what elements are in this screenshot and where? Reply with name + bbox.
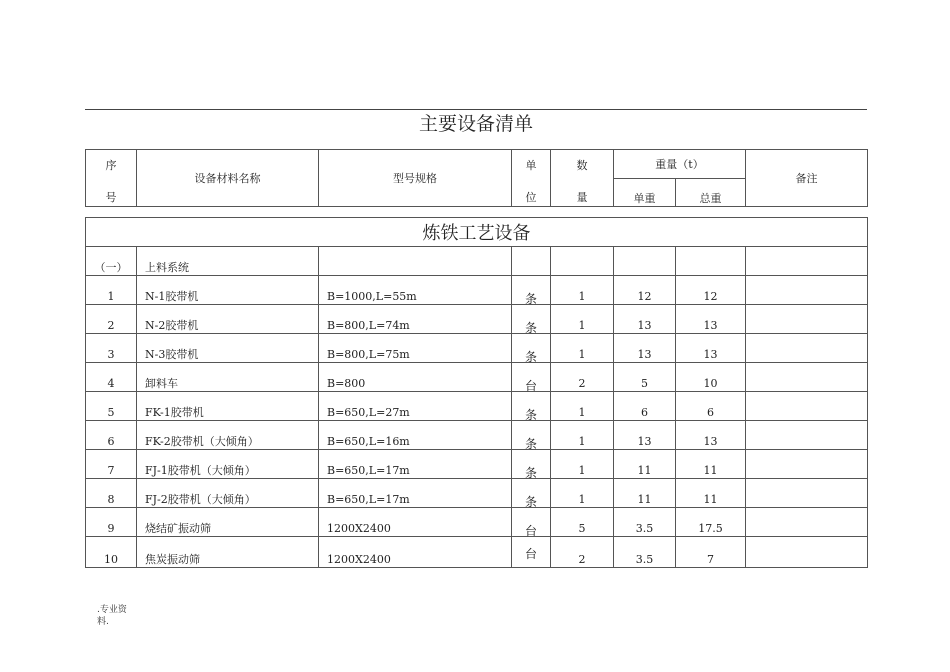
- row-unit: 条: [524, 495, 537, 509]
- row-total-weight: 13: [703, 319, 718, 332]
- row-unit-cell: [512, 334, 551, 363]
- row-unit-weight: 3.5: [635, 522, 654, 535]
- row-spec: B=1000,L=55m: [327, 290, 417, 303]
- row-unit-weight-cell: [614, 421, 676, 450]
- row-unit-cell: [512, 363, 551, 392]
- table-row: [86, 363, 868, 392]
- row-unit: 台: [524, 379, 537, 393]
- row-spec: B=650,L=16m: [327, 435, 410, 448]
- row-spec-cell: [319, 363, 512, 392]
- row-spec: B=800: [327, 377, 366, 390]
- row-unit: 条: [524, 350, 537, 364]
- row-total-weight-cell: [676, 392, 746, 421]
- row-qty: 1: [578, 493, 586, 506]
- row-name: 烧结矿振动筛: [145, 522, 211, 535]
- row-qty-cell: [551, 363, 614, 392]
- row-qty: 1: [578, 319, 586, 332]
- row-unit-weight-cell: [614, 537, 676, 568]
- group-no: [86, 247, 137, 276]
- row-name-cell: [137, 421, 319, 450]
- row-name: 卸料车: [145, 377, 178, 390]
- row-unit-weight: 13: [637, 319, 652, 332]
- row-spec-cell: [319, 537, 512, 568]
- row-qty-cell: [551, 479, 614, 508]
- row-qty: 1: [578, 348, 586, 361]
- row-no-cell: [86, 276, 137, 305]
- row-spec-cell: [319, 276, 512, 305]
- row-total-weight-cell: [676, 479, 746, 508]
- header-seq-bottom: 号: [105, 191, 117, 204]
- row-name-cell: [137, 392, 319, 421]
- row-spec-cell: [319, 508, 512, 537]
- row-qty-cell: [551, 421, 614, 450]
- row-total-weight-cell: [676, 276, 746, 305]
- row-remark-cell: [746, 508, 868, 537]
- header-qty-bottom: 量: [576, 191, 588, 204]
- table-row: [86, 479, 868, 508]
- row-unit-weight-cell: [614, 479, 676, 508]
- section-title: 炼铁工艺设备: [86, 218, 868, 247]
- row-spec: B=800,L=74m: [327, 319, 410, 332]
- row-unit-weight-cell: [614, 392, 676, 421]
- row-total-weight: 13: [703, 435, 718, 448]
- footer-line-1: .专业资: [97, 605, 127, 615]
- row-spec: B=650,L=27m: [327, 406, 410, 419]
- row-no: 2: [107, 319, 115, 332]
- row-spec: 1200X2400: [327, 553, 391, 566]
- row-unit-weight: 5: [641, 377, 648, 390]
- row-no-cell: [86, 537, 137, 568]
- row-name: FK-2胶带机（大倾角）: [145, 435, 259, 448]
- empty-cell: [614, 247, 676, 276]
- row-qty-cell: [551, 537, 614, 568]
- row-unit: 台: [524, 524, 537, 538]
- row-unit-cell: [512, 537, 551, 568]
- row-no: 7: [107, 464, 115, 477]
- row-name: FJ-2胶带机（大倾角）: [145, 493, 256, 506]
- row-remark-cell: [746, 334, 868, 363]
- table-row: [86, 537, 868, 568]
- row-total-weight: 10: [703, 377, 718, 390]
- row-remark-cell: [746, 537, 868, 568]
- empty-cell: [746, 247, 868, 276]
- header-spec: 型号规格: [319, 150, 512, 207]
- equipment-table: [85, 217, 868, 568]
- row-remark-cell: [746, 479, 868, 508]
- row-remark-cell: [746, 276, 868, 305]
- row-spec: B=650,L=17m: [327, 464, 410, 477]
- row-no-cell: [86, 450, 137, 479]
- header-weight: 重量（t）: [614, 150, 746, 179]
- row-qty: 2: [578, 553, 586, 566]
- row-unit-weight-cell: [614, 450, 676, 479]
- row-remark-cell: [746, 305, 868, 334]
- row-unit-cell: [512, 392, 551, 421]
- row-spec: B=800,L=75m: [327, 348, 410, 361]
- empty-cell: [319, 247, 512, 276]
- table-row: [86, 421, 868, 450]
- row-no: 6: [107, 435, 115, 448]
- header-unit-top: 单: [525, 159, 537, 172]
- row-unit-cell: [512, 276, 551, 305]
- group-name: [137, 247, 319, 276]
- header-total-weight: [676, 179, 746, 207]
- row-qty-cell: [551, 392, 614, 421]
- row-qty: 1: [578, 435, 586, 448]
- row-name-cell: [137, 334, 319, 363]
- row-no: 3: [107, 348, 115, 361]
- row-total-weight-cell: [676, 450, 746, 479]
- row-qty: 2: [578, 377, 586, 390]
- row-unit-weight: 12: [637, 290, 652, 303]
- table-row: [86, 392, 868, 421]
- row-total-weight-cell: [676, 537, 746, 568]
- row-name-cell: [137, 363, 319, 392]
- table-row: [86, 276, 868, 305]
- row-unit-weight: 11: [637, 493, 652, 506]
- table-row: [86, 305, 868, 334]
- row-unit-weight: 6: [641, 406, 648, 419]
- row-spec-cell: [319, 450, 512, 479]
- table-row: [86, 508, 868, 537]
- row-name: 焦炭振动筛: [145, 553, 200, 566]
- row-total-weight: 7: [707, 553, 714, 566]
- row-unit-weight: 3.5: [635, 553, 654, 566]
- row-name-cell: [137, 305, 319, 334]
- row-unit-weight-cell: [614, 363, 676, 392]
- empty-cell: [512, 247, 551, 276]
- row-spec-cell: [319, 392, 512, 421]
- row-remark-cell: [746, 421, 868, 450]
- table-row: [86, 450, 868, 479]
- document-title: 主要设备清单: [418, 113, 533, 135]
- row-unit-cell: [512, 305, 551, 334]
- row-unit-weight-cell: [614, 334, 676, 363]
- row-unit: 条: [524, 437, 537, 451]
- row-unit-weight: 13: [637, 348, 652, 361]
- row-total-weight: 17.5: [698, 522, 723, 535]
- row-qty-cell: [551, 276, 614, 305]
- row-name-cell: [137, 537, 319, 568]
- row-qty: 1: [578, 290, 586, 303]
- header-name: 设备材料名称: [137, 150, 319, 207]
- row-no: 5: [107, 406, 115, 419]
- row-unit-weight-cell: [614, 305, 676, 334]
- row-total-weight: 11: [703, 464, 718, 477]
- header-seq: [86, 150, 137, 207]
- row-name-cell: [137, 508, 319, 537]
- row-spec: B=650,L=17m: [327, 493, 410, 506]
- row-name-cell: [137, 450, 319, 479]
- row-no: 4: [107, 377, 115, 390]
- table-row: [86, 334, 868, 363]
- row-unit-cell: [512, 479, 551, 508]
- row-unit-weight: 13: [637, 435, 652, 448]
- row-unit-cell: [512, 421, 551, 450]
- row-spec-cell: [319, 479, 512, 508]
- empty-cell: [551, 247, 614, 276]
- row-no: 1: [107, 290, 115, 303]
- row-no: 8: [107, 493, 115, 506]
- row-total-weight: 13: [703, 348, 718, 361]
- row-no: 10: [104, 553, 118, 566]
- row-spec-cell: [319, 334, 512, 363]
- empty-cell: [676, 247, 746, 276]
- row-unit: 条: [524, 321, 537, 335]
- row-unit: 条: [524, 466, 537, 480]
- row-qty-cell: [551, 450, 614, 479]
- row-total-weight-cell: [676, 421, 746, 450]
- row-name: N-3胶带机: [145, 348, 199, 361]
- row-no-cell: [86, 305, 137, 334]
- header-unit: [512, 150, 551, 207]
- header-qty-top: 数: [576, 159, 588, 172]
- row-total-weight: 6: [707, 406, 714, 419]
- row-name: N-2胶带机: [145, 319, 199, 332]
- row-spec: 1200X2400: [327, 522, 391, 535]
- row-total-weight: 12: [703, 290, 718, 303]
- header-seq-top: 序: [105, 159, 117, 172]
- row-qty: 1: [578, 406, 586, 419]
- row-no-cell: [86, 392, 137, 421]
- row-spec-cell: [319, 305, 512, 334]
- row-unit: 条: [524, 292, 537, 306]
- row-no-cell: [86, 479, 137, 508]
- row-qty: 5: [578, 522, 586, 535]
- row-total-weight-cell: [676, 363, 746, 392]
- row-total-weight-cell: [676, 508, 746, 537]
- footer-line-2: 料.: [97, 617, 109, 627]
- row-no-cell: [86, 421, 137, 450]
- row-total-weight-cell: [676, 334, 746, 363]
- row-qty-cell: [551, 305, 614, 334]
- header-unit-weight: [614, 179, 676, 207]
- header-remark: 备注: [746, 150, 868, 207]
- row-unit: 条: [524, 408, 537, 422]
- footer-note: [97, 604, 127, 628]
- row-name: FJ-1胶带机（大倾角）: [145, 464, 256, 477]
- row-total-weight-cell: [676, 305, 746, 334]
- row-spec-cell: [319, 421, 512, 450]
- row-no-cell: [86, 363, 137, 392]
- group-no-text: （一）: [94, 261, 128, 274]
- row-remark-cell: [746, 363, 868, 392]
- row-unit-weight-cell: [614, 508, 676, 537]
- group-row: [86, 247, 868, 276]
- header-total-weight-label: 总重: [699, 192, 722, 205]
- header-qty: [551, 150, 614, 207]
- row-unit-weight-cell: [614, 276, 676, 305]
- row-unit-cell: [512, 508, 551, 537]
- row-no-cell: [86, 334, 137, 363]
- row-name-cell: [137, 479, 319, 508]
- header-unit-bottom: 位: [525, 191, 537, 204]
- row-remark-cell: [746, 450, 868, 479]
- header-unit-weight-label: 单重: [633, 192, 656, 205]
- row-name-cell: [137, 276, 319, 305]
- row-no: 9: [107, 522, 115, 535]
- row-name: FK-1胶带机: [145, 406, 204, 419]
- row-unit-cell: [512, 450, 551, 479]
- row-unit: 台: [524, 547, 537, 561]
- header-table: [85, 149, 868, 207]
- row-total-weight: 11: [703, 493, 718, 506]
- row-qty: 1: [578, 464, 586, 477]
- row-remark-cell: [746, 392, 868, 421]
- row-name: N-1胶带机: [145, 290, 199, 303]
- row-unit-weight: 11: [637, 464, 652, 477]
- row-no-cell: [86, 508, 137, 537]
- row-qty-cell: [551, 508, 614, 537]
- row-qty-cell: [551, 334, 614, 363]
- group-name-text: 上料系统: [145, 261, 189, 274]
